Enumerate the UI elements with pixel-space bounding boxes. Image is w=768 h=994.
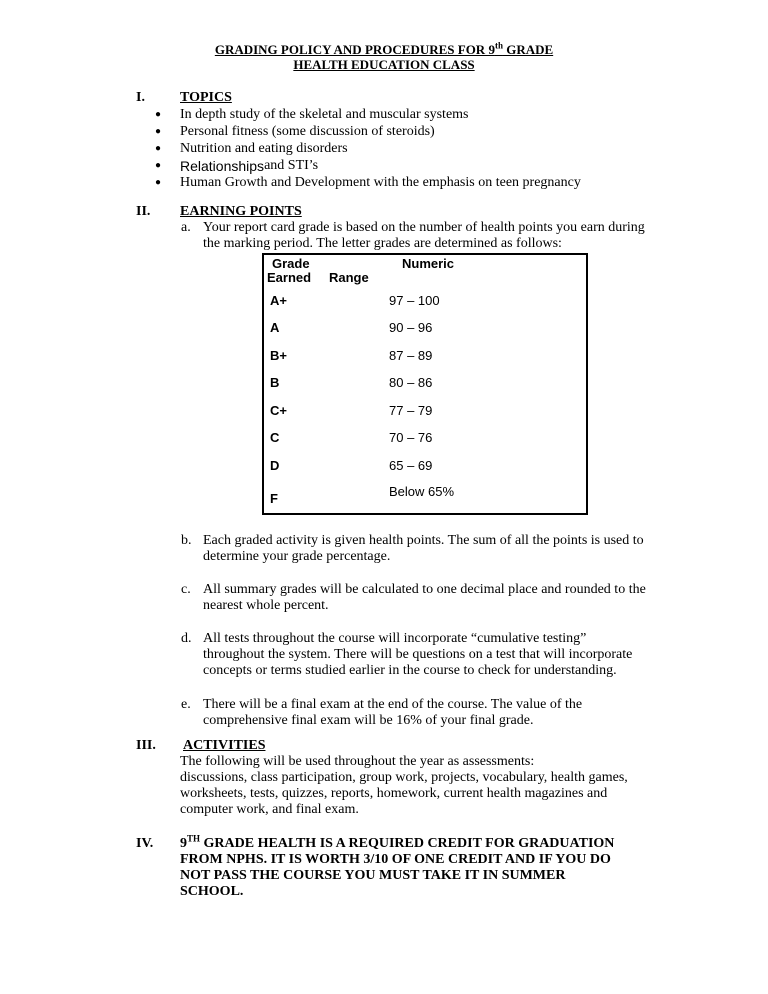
- bullet-icon: ●: [155, 142, 162, 154]
- grade-table: [262, 253, 588, 515]
- range-cell: 77 – 79: [389, 402, 433, 418]
- section-3-heading: ACTIVITIES: [183, 738, 266, 753]
- header-numeric-range: Numeric Range: [329, 256, 455, 285]
- topics-list: [155, 106, 715, 191]
- section-1-heading: TOPICS: [180, 90, 232, 105]
- grade-cell: C+: [270, 402, 287, 418]
- range-cell: Below 65%: [389, 483, 455, 499]
- title-line-1-end: GRADE: [502, 42, 554, 57]
- list-item: ● Relationships and STI’s: [155, 157, 319, 174]
- bullet-icon: ●: [155, 125, 162, 137]
- document-subtitle: HEALTH EDUCATION CLASS: [293, 57, 475, 72]
- earning-item-d: d. All tests throughout the course will incorporate “cumulative testing” throughout the system. There will be questions on a test that will incorporate concepts or terms studied earlier in the course to check for understanding.: [181, 631, 633, 678]
- earning-item-e: e. There will be a final exam at the end of the course. The value of the comprehensive final exam will be 16% of your final grade.: [181, 697, 583, 728]
- list-item: ● Nutrition and eating disorders: [155, 140, 348, 156]
- grade-cell: D: [270, 457, 280, 473]
- activities-intro: The following will be used throughout the year as assessments:: [180, 754, 535, 769]
- range-cell: 70 – 76: [389, 430, 433, 446]
- range-cell: 87 – 89: [389, 347, 433, 363]
- table-row: [263, 480, 587, 515]
- range-cell: 90 – 96: [389, 320, 433, 336]
- table-row: [263, 452, 587, 480]
- list-item: ● Human Growth and Development with the emphasis on teen pregnancy: [155, 174, 581, 190]
- title-superscript: th: [494, 40, 503, 51]
- header-grade-earned: Grade Earned: [267, 256, 312, 285]
- document-title: [0, 42, 768, 58]
- section-3-numeral: III.: [136, 738, 156, 753]
- grade-cell: A+: [270, 292, 287, 308]
- grade-cell: B+: [270, 347, 287, 363]
- table-row: [263, 315, 587, 343]
- table-row: [263, 425, 587, 453]
- section-4-numeral: IV.: [136, 836, 154, 851]
- grade-cell: A: [270, 320, 280, 336]
- grade-cell: C: [270, 430, 280, 446]
- range-cell: 97 – 100: [389, 292, 440, 308]
- section-2-numeral: II.: [136, 204, 151, 219]
- table-row: [263, 342, 587, 370]
- range-cell: 65 – 69: [389, 457, 433, 473]
- section-2-heading: EARNING POINTS: [180, 204, 302, 219]
- activities-list: discussions, class participation, group work, projects, vocabulary, health games, worksheets, tests, quizzes, reports, homework, current health magazines and computer work, and final exam.: [180, 770, 628, 817]
- table-header-row: [263, 254, 587, 287]
- section-1-numeral: I.: [136, 90, 145, 105]
- table-row: [263, 397, 587, 425]
- grade-cell: F: [270, 491, 278, 506]
- table-row: [263, 370, 587, 398]
- list-item: ● Personal fitness (some discussion of steroids): [155, 123, 435, 139]
- bullet-icon: ●: [155, 108, 162, 120]
- earning-item-c: c. All summary grades will be calculated to one decimal place and rounded to the nearest whole percent.: [181, 582, 646, 613]
- bullet-icon: ●: [155, 159, 162, 171]
- grade-cell: B: [270, 375, 280, 391]
- table-row: [263, 287, 587, 315]
- earning-item-a: a. Your report card grade is based on the number of health points you earn during the marking period. The letter grades are determined as follows:: [181, 220, 645, 251]
- range-cell: 80 – 86: [389, 375, 433, 391]
- list-item: ● In depth study of the skeletal and muscular systems: [155, 106, 469, 122]
- graduation-requirement: 9TH GRADE HEALTH IS A REQUIRED CREDIT FOR GRADUATION FROM NPHS. IT IS WORTH 3/10 OF ONE CREDIT AND IF YOU DO NOT PASS THE COURSE YOU MUST TAKE IT IN SUMMER SCHOOL.: [180, 833, 615, 899]
- bullet-icon: ●: [155, 176, 162, 188]
- title-line-1: GRADING POLICY AND PROCEDURES FOR 9: [214, 42, 495, 57]
- earning-item-b: b. Each graded activity is given health points. The sum of all the points is used to determine your grade percentage.: [181, 533, 644, 564]
